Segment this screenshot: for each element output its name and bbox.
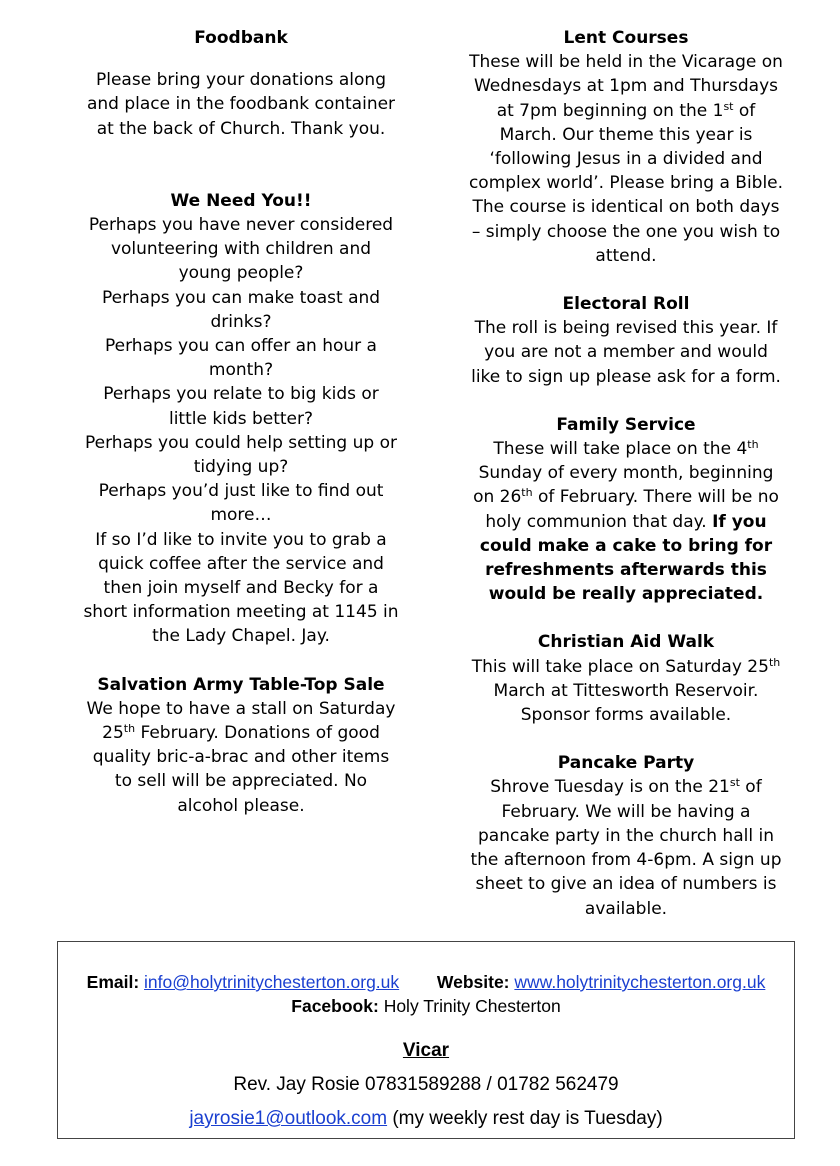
right-column bbox=[468, 26, 784, 921]
facebook-name: Holy Trinity Chesterton bbox=[383, 996, 561, 1016]
lent-courses-body: These will be held in the Vicarage on Wednesdays at 1pm and Thursdays at 7pm beginning on the 1st of March. Our theme this year is ‘following Jesus in a divided and complex world’. Please bring a Bible. The course is identical on both days – simply choose the one you wish to attend. bbox=[468, 52, 784, 266]
we-need-you-line: Perhaps you relate to big kids or little kids better? bbox=[103, 384, 379, 429]
family-service-section bbox=[468, 413, 784, 607]
salvation-army-body: We hope to have a stall on Saturday 25th February. Donations of good quality bric-a-brac and other items to sell will be appreciated. No alcohol please. bbox=[86, 698, 396, 816]
vicar-email-link[interactable]: jayrosie1@outlook.com bbox=[189, 1108, 388, 1129]
foodbank-section bbox=[82, 26, 400, 141]
we-need-you-section bbox=[82, 189, 400, 649]
electoral-roll-section bbox=[468, 292, 784, 389]
we-need-you-line: Perhaps you’d just like to find out more… bbox=[98, 481, 384, 526]
electoral-roll-body: The roll is being revised this year. If you are not a member and would like to sign up please ask for a form. bbox=[471, 318, 781, 387]
we-need-you-line: If so I’d like to invite you to grab a quick coffee after the service and then join myself and Becky for a short information meeting at 1145 in the Lady Chapel. Jay. bbox=[83, 529, 399, 647]
vicar-rest-day-note: (my weekly rest day is Tuesday) bbox=[392, 1108, 663, 1129]
salvation-army-heading: Salvation Army Table-Top Sale bbox=[97, 674, 385, 695]
we-need-you-line: Perhaps you can make toast and drinks? bbox=[101, 287, 381, 332]
electoral-roll-heading: Electoral Roll bbox=[562, 294, 690, 315]
website-link[interactable]: www.holytrinitychesterton.org.uk bbox=[514, 972, 766, 992]
we-need-you-line: Perhaps you could help setting up or tidying up? bbox=[85, 432, 397, 478]
foodbank-body: Please bring your donations along and place in the foodbank container at the back of Church. Thank you. bbox=[86, 70, 396, 139]
facebook-label: Facebook: bbox=[291, 996, 379, 1016]
left-column bbox=[82, 26, 400, 818]
contact-box bbox=[57, 941, 795, 1139]
we-need-you-line: Perhaps you can offer an hour a month? bbox=[105, 336, 377, 381]
vicar-heading: Vicar bbox=[402, 1040, 450, 1061]
pancake-party-section bbox=[468, 751, 784, 920]
christian-aid-heading: Christian Aid Walk bbox=[537, 632, 715, 653]
contact-line bbox=[58, 972, 794, 993]
vicar-email-line bbox=[58, 1108, 794, 1130]
facebook-line bbox=[58, 996, 794, 1017]
family-service-heading: Family Service bbox=[556, 414, 696, 435]
pancake-party-heading: Pancake Party bbox=[557, 753, 695, 774]
christian-aid-section bbox=[468, 630, 784, 727]
lent-courses-heading: Lent Courses bbox=[563, 28, 689, 48]
salvation-army-section bbox=[82, 673, 400, 818]
lent-courses-section bbox=[468, 26, 784, 268]
family-service-body: These will take place on the 4th Sunday of every month, beginning on 26th of February. There will be no holy communion that day. If you could make a cake to bring for refreshments afterwards this would be really appreciated. bbox=[473, 438, 779, 605]
foodbank-heading: Foodbank bbox=[194, 28, 288, 48]
email-label: Email: bbox=[86, 972, 140, 992]
we-need-you-heading: We Need You!! bbox=[170, 190, 312, 211]
email-link[interactable]: info@holytrinitychesterton.org.uk bbox=[144, 972, 400, 992]
we-need-you-line: Perhaps you have never considered volunteering with children and young people? bbox=[88, 215, 394, 284]
christian-aid-body: This will take place on Saturday 25th March at Tittesworth Reservoir. Sponsor forms available. bbox=[471, 655, 781, 726]
website-label: Website: bbox=[436, 972, 510, 992]
pancake-party-body: Shrove Tuesday is on the 21st of February. We will be having a pancake party in the church hall in the afternoon from 4-6pm. A sign up sheet to give an idea of numbers is available. bbox=[470, 776, 782, 919]
vicar-name-phone: Rev. Jay Rosie 07831589288 / 01782 562479 bbox=[233, 1074, 619, 1095]
